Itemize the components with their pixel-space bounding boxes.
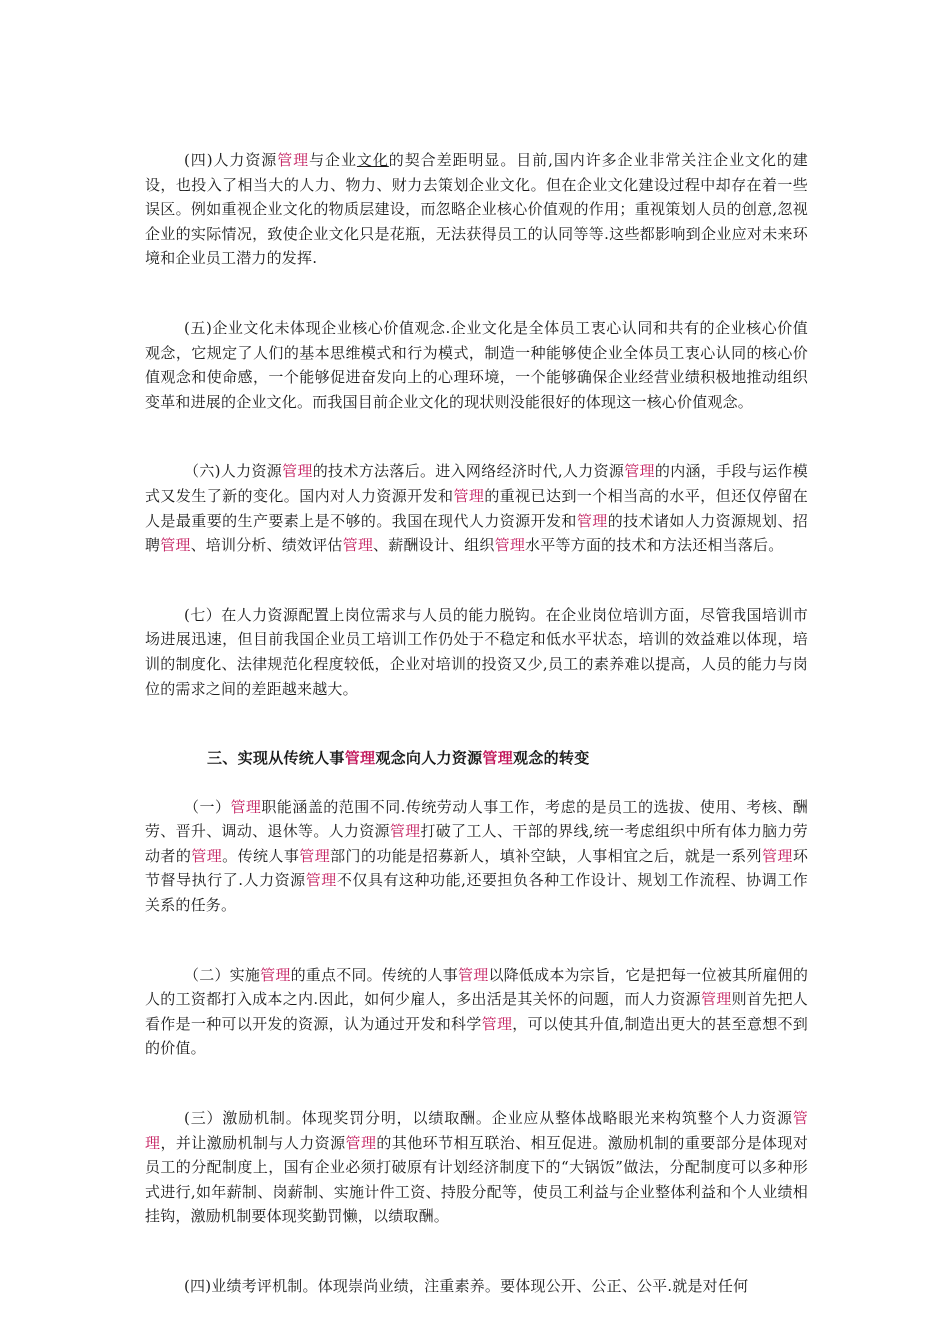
keyword-link[interactable]: 管理 (700, 990, 732, 1009)
paragraph-management-focus: （二）实施管理的重点不同。传统的人事管理以降低成本为宗旨，它是把每一位被其所雇佣的人的工资都打入成本之内.因此，如何少雇人，多出活是其关怀的问题，而人力资源管理则首先把人看作是一种可以开发的资源，认为通过开发和科学管理，可以使其升值,制造出更大的甚至意想不到的价值。 (145, 965, 809, 1058)
keyword-link[interactable]: 管理 (305, 871, 337, 890)
section-heading: 三、实现从传统人事管理观念向人力资源管理观念的转变 (207, 749, 590, 768)
keyword-link[interactable]: 管理 (624, 462, 655, 481)
keyword-link[interactable]: 管理 (457, 965, 489, 984)
keyword-link[interactable]: 管理 (282, 462, 313, 481)
keyword-link[interactable]: 管理 (160, 536, 191, 555)
keyword-link[interactable]: 管理 (481, 1014, 513, 1033)
keyword-link[interactable]: 管理 (342, 536, 374, 555)
keyword-link[interactable]: 管理 (230, 797, 262, 816)
keyword-link[interactable]: 管理 (576, 511, 608, 530)
keyword-link[interactable]: 管理 (277, 151, 310, 169)
keyword-link[interactable]: 管理 (191, 846, 223, 865)
keyword-link[interactable]: 管理 (389, 822, 421, 841)
keyword-link[interactable]: 管理 (494, 536, 526, 555)
paragraph-incentive-mechanism: (三）激励机制。体现奖罚分明，以绩取酬。企业应从整体战略眼光来构筑整个人力资源管理，并让激励机制与人力资源管理的其他环节相互联治、相互促进。激励机制的重要部分是体现对员工的分配制度上，国有企业必须打破原有计划经济制度下的“大锅饭”做法，分配制度可以多种形式进行,如年薪制、岗薪制、实施计件工资、持股分配等，使员工利益与企业整体利益和个人业绩相挂钩，激励机制要体现奖勤罚懒，以绩取酬。 (145, 1109, 809, 1226)
keyword-link[interactable]: 管理 (145, 1109, 808, 1152)
keyword-link[interactable]: 管理 (345, 1133, 377, 1152)
keyword-link[interactable]: 管理 (260, 965, 291, 984)
keyword-link[interactable]: 管理 (453, 486, 485, 505)
paragraph-culture-gap: (四)人力资源管理与企业文化的契合差距明显。目前,国内许多企业非常关注企业文化的建设，也投入了相当大的人力、物力、财力去策划企业文化。但在企业文化建设过程中却存在着一些误区。例如重视企业文化的物质层建设，而忽略企业核心价值观的作用；重视策划人员的创意,忽视企业的实际情况，致使企业文化只是花瓶，无法获得员工的认同等等.这些都影响到企业应对未来环境和企业员工潜力的发挥. (145, 151, 809, 268)
paragraph-performance-review: (四)业绩考评机制。体现崇尚业绩，注重素养。要体现公开、公正、公平.就是对任何 (184, 1277, 749, 1295)
keyword-link[interactable]: 管理 (761, 846, 793, 865)
paragraph-core-values: (五)企业文化未体现企业核心价值观念.企业文化是全体员工衷心认同和共有的企业核心价值观念，它规定了人们的基本思维模式和行为模式，制造一种能够使企业全体员工衷心认同的核心价值观念和使命感，一个能够促进奋发向上的心理环境，一个能够确保企业经营业绩积极地推动组织变革和进展的企业文化。而我国目前企业文化的现状则没能很好的体现这一核心价值观念。 (145, 318, 808, 411)
document-page (145, 148, 808, 1299)
paragraph-function-scope: （一）管理职能涵盖的范围不同.传统劳动人事工作，考虑的是员工的选拔、使用、考核、酬劳、晋升、调动、退休等。人力资源管理打破了工人、干部的界线,统一考虑组织中所有体力脑力劳动者的管理。传统人事管理部门的功能是招募新人，填补空缺，人事相宜之后，就是一系列管理环节督导执行了.人力资源管理不仅具有这种功能,还要担负各种工作设计、规划工作流程、协调工作关系的任务。 (145, 797, 809, 915)
keyword-link[interactable]: 管理 (299, 846, 331, 865)
keyword-link[interactable]: 管理 (482, 749, 514, 768)
keyword-link[interactable]: 管理 (344, 749, 376, 768)
underlined-word: 文化 (356, 151, 389, 169)
paragraph-staff-training: (七）在人力资源配置上岗位需求与人员的能力脱钩。在企业岗位培训方面，尽管我国培训市场进展迅速，但目前我国企业员工培训工作仍处于不稳定和低水平状态，培训的效益难以体现，培训的制度化、法律规范化程度较低，企业对培训的投资又少,员工的素养难以提高，人员的能力与岗位的需求之间的差距越来越大。 (145, 605, 808, 698)
paragraph-tech-methods: （六)人力资源管理的技术方法落后。进入网络经济时代,人力资源管理的内涵，手段与运作模式又发生了新的变化。国内对人力资源开发和管理的重视已达到一个相当高的水平，但还仅停留在人是最重要的生产要素上是不够的。我国在现代人力资源开发和管理的技术诸如人力资源规划、招聘管理、培训分析、绩效评估管理、薪酬设计、组织管理水平等方面的技术和方法还相当落后。 (145, 462, 808, 555)
